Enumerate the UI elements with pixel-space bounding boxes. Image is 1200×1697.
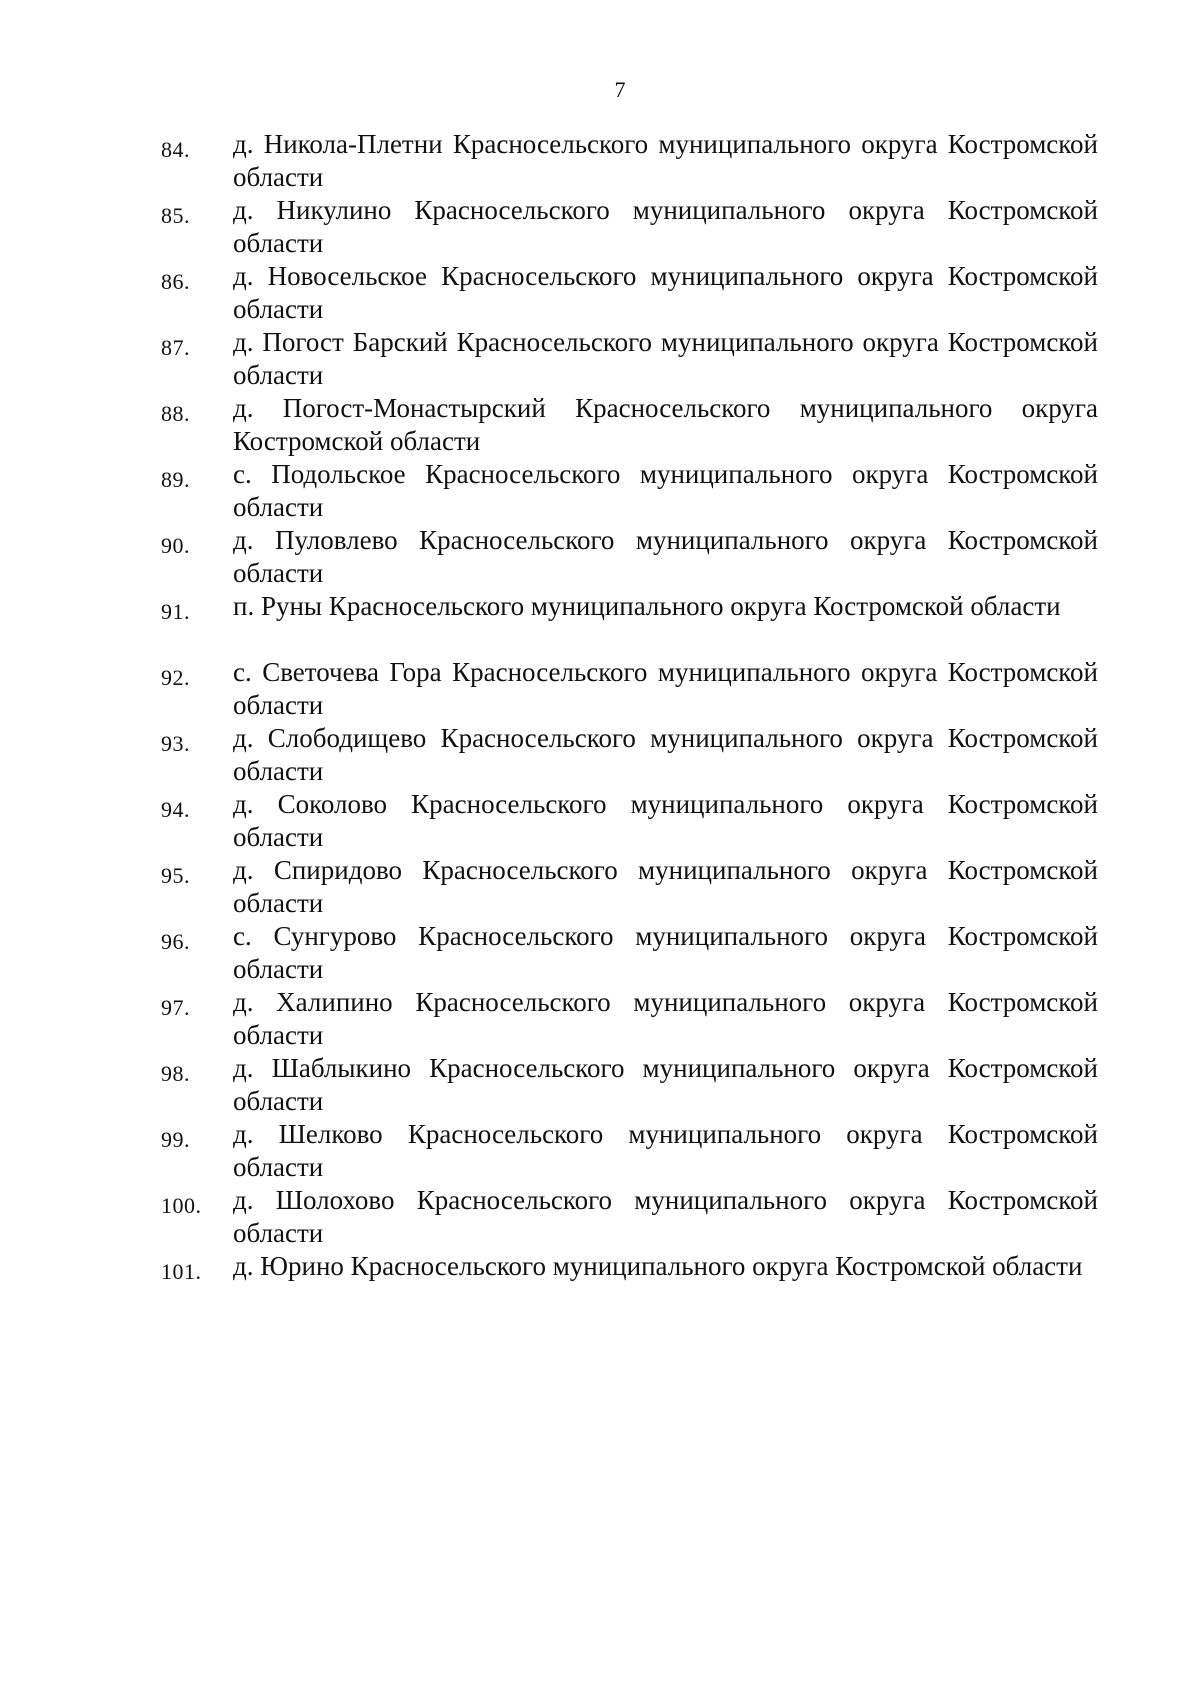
item-text: д. Халипино Красносельского муниципального округа Костромской области — [233, 987, 1098, 1050]
item-text: с. Светочева Гора Красносельского муниципального округа Костромской области — [233, 657, 1098, 720]
list-item — [0, 986, 1200, 1052]
item-number: 88. — [161, 401, 190, 426]
item-text: д. Пуловлево Красносельского муниципального округа Костромской области — [233, 525, 1098, 588]
list-item — [0, 128, 1200, 194]
item-text: д. Никола-Плетни Красносельского муниципального округа Костромской области — [233, 129, 1098, 192]
item-number: 90. — [161, 533, 190, 558]
item-text: д. Юрино Красносельского муниципального округа Костромской области — [233, 1251, 1083, 1281]
item-number: 96. — [161, 929, 190, 954]
item-number: 87. — [161, 335, 190, 360]
list-item — [0, 392, 1200, 458]
page-number: 7 — [614, 77, 626, 102]
item-text: д. Погост-Монастырский Красносельского муниципального округа Костромской области — [233, 393, 1098, 456]
item-text: д. Погост Барский Красносельского муниципального округа Костромской области — [233, 327, 1098, 390]
list-item — [0, 1250, 1200, 1316]
list-item — [0, 260, 1200, 326]
list-item — [0, 854, 1200, 920]
item-text: д. Шаблыкино Красносельского муниципального округа Костромской области — [233, 1053, 1098, 1116]
item-number: 84. — [161, 137, 190, 162]
list-item — [0, 194, 1200, 260]
list-item — [0, 722, 1200, 788]
item-text: п. Руны Красносельского муниципального округа Костромской области — [233, 591, 1061, 621]
item-number: 92. — [161, 665, 190, 690]
item-number: 98. — [161, 1061, 190, 1086]
item-number: 85. — [161, 203, 190, 228]
item-number: 101. — [161, 1259, 202, 1284]
list-item — [0, 1184, 1200, 1250]
item-number: 86. — [161, 269, 190, 294]
list-item — [0, 1118, 1200, 1184]
list-item — [0, 788, 1200, 854]
item-number: 97. — [161, 995, 190, 1020]
item-number: 89. — [161, 467, 190, 492]
list-item — [0, 326, 1200, 392]
list-item — [0, 458, 1200, 524]
item-number: 91. — [161, 599, 190, 624]
item-number: 99. — [161, 1127, 190, 1152]
list-item — [0, 524, 1200, 590]
item-text: д. Спиридово Красносельского муниципального округа Костромской области — [233, 855, 1098, 918]
item-number: 94. — [161, 797, 190, 822]
item-number: 95. — [161, 863, 190, 888]
settlement-list — [0, 128, 1200, 1316]
item-text: с. Сунгурово Красносельского муниципального округа Костромской области — [233, 921, 1098, 984]
list-item — [0, 920, 1200, 986]
item-text: д. Слободищево Красносельского муниципального округа Костромской области — [233, 723, 1098, 786]
item-text: д. Соколово Красносельского муниципального округа Костромской области — [233, 789, 1098, 852]
item-number: 93. — [161, 731, 190, 756]
list-item — [0, 590, 1200, 656]
list-item — [0, 656, 1200, 722]
list-item — [0, 1052, 1200, 1118]
item-number: 100. — [161, 1193, 202, 1218]
item-text: с. Подольское Красносельского муниципального округа Костромской области — [233, 459, 1098, 522]
item-text: д. Шелково Красносельского муниципального округа Костромской области — [233, 1119, 1098, 1182]
item-text: д. Новосельское Красносельского муниципального округа Костромской области — [233, 261, 1098, 324]
item-text: д. Шолохово Красносельского муниципального округа Костромской области — [233, 1185, 1098, 1248]
item-text: д. Никулино Красносельского муниципального округа Костромской области — [233, 195, 1098, 258]
